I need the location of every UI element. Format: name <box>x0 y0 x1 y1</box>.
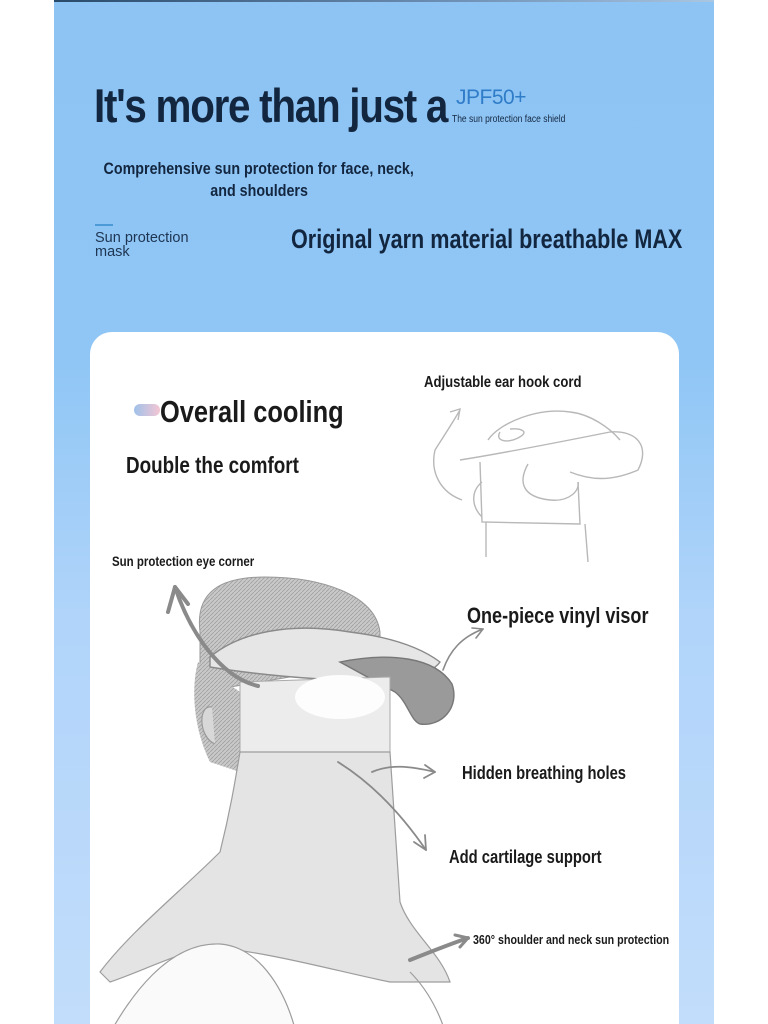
product-label <box>95 231 189 259</box>
feature-360-protection: 360° shoulder and neck sun protection <box>473 932 670 947</box>
product-banner <box>54 0 714 1024</box>
card-title: Overall cooling <box>160 394 344 429</box>
feature-eye-corner: Sun protection eye corner <box>112 553 255 569</box>
feature-ear-hook: Adjustable ear hook cord <box>424 374 582 391</box>
jpf-badge <box>452 86 566 125</box>
accent-bar <box>95 224 113 226</box>
top-divider <box>54 0 714 2</box>
feature-cartilage: Add cartilage support <box>449 847 602 867</box>
subtitle <box>54 158 464 202</box>
product-label-line-2: mask <box>95 244 130 260</box>
material-line: Original yarn material breathable MAX <box>291 224 683 254</box>
product-label-line-1: Sun protection <box>95 230 189 246</box>
badge-subtitle: The sun protection face shield <box>452 114 566 125</box>
subtitle-line-2: and shoulders <box>210 181 308 200</box>
headline: It's more than just a <box>94 79 448 132</box>
face-shield-illustration <box>90 332 679 1024</box>
card-subtitle: Double the comfort <box>126 452 299 478</box>
feature-card <box>90 332 679 1024</box>
feature-visor: One-piece vinyl visor <box>467 603 649 628</box>
badge-title: JPF50+ <box>456 86 526 109</box>
feature-breathing-holes: Hidden breathing holes <box>462 763 627 783</box>
subtitle-line-1: Comprehensive sun protection for face, neck, <box>103 159 415 178</box>
